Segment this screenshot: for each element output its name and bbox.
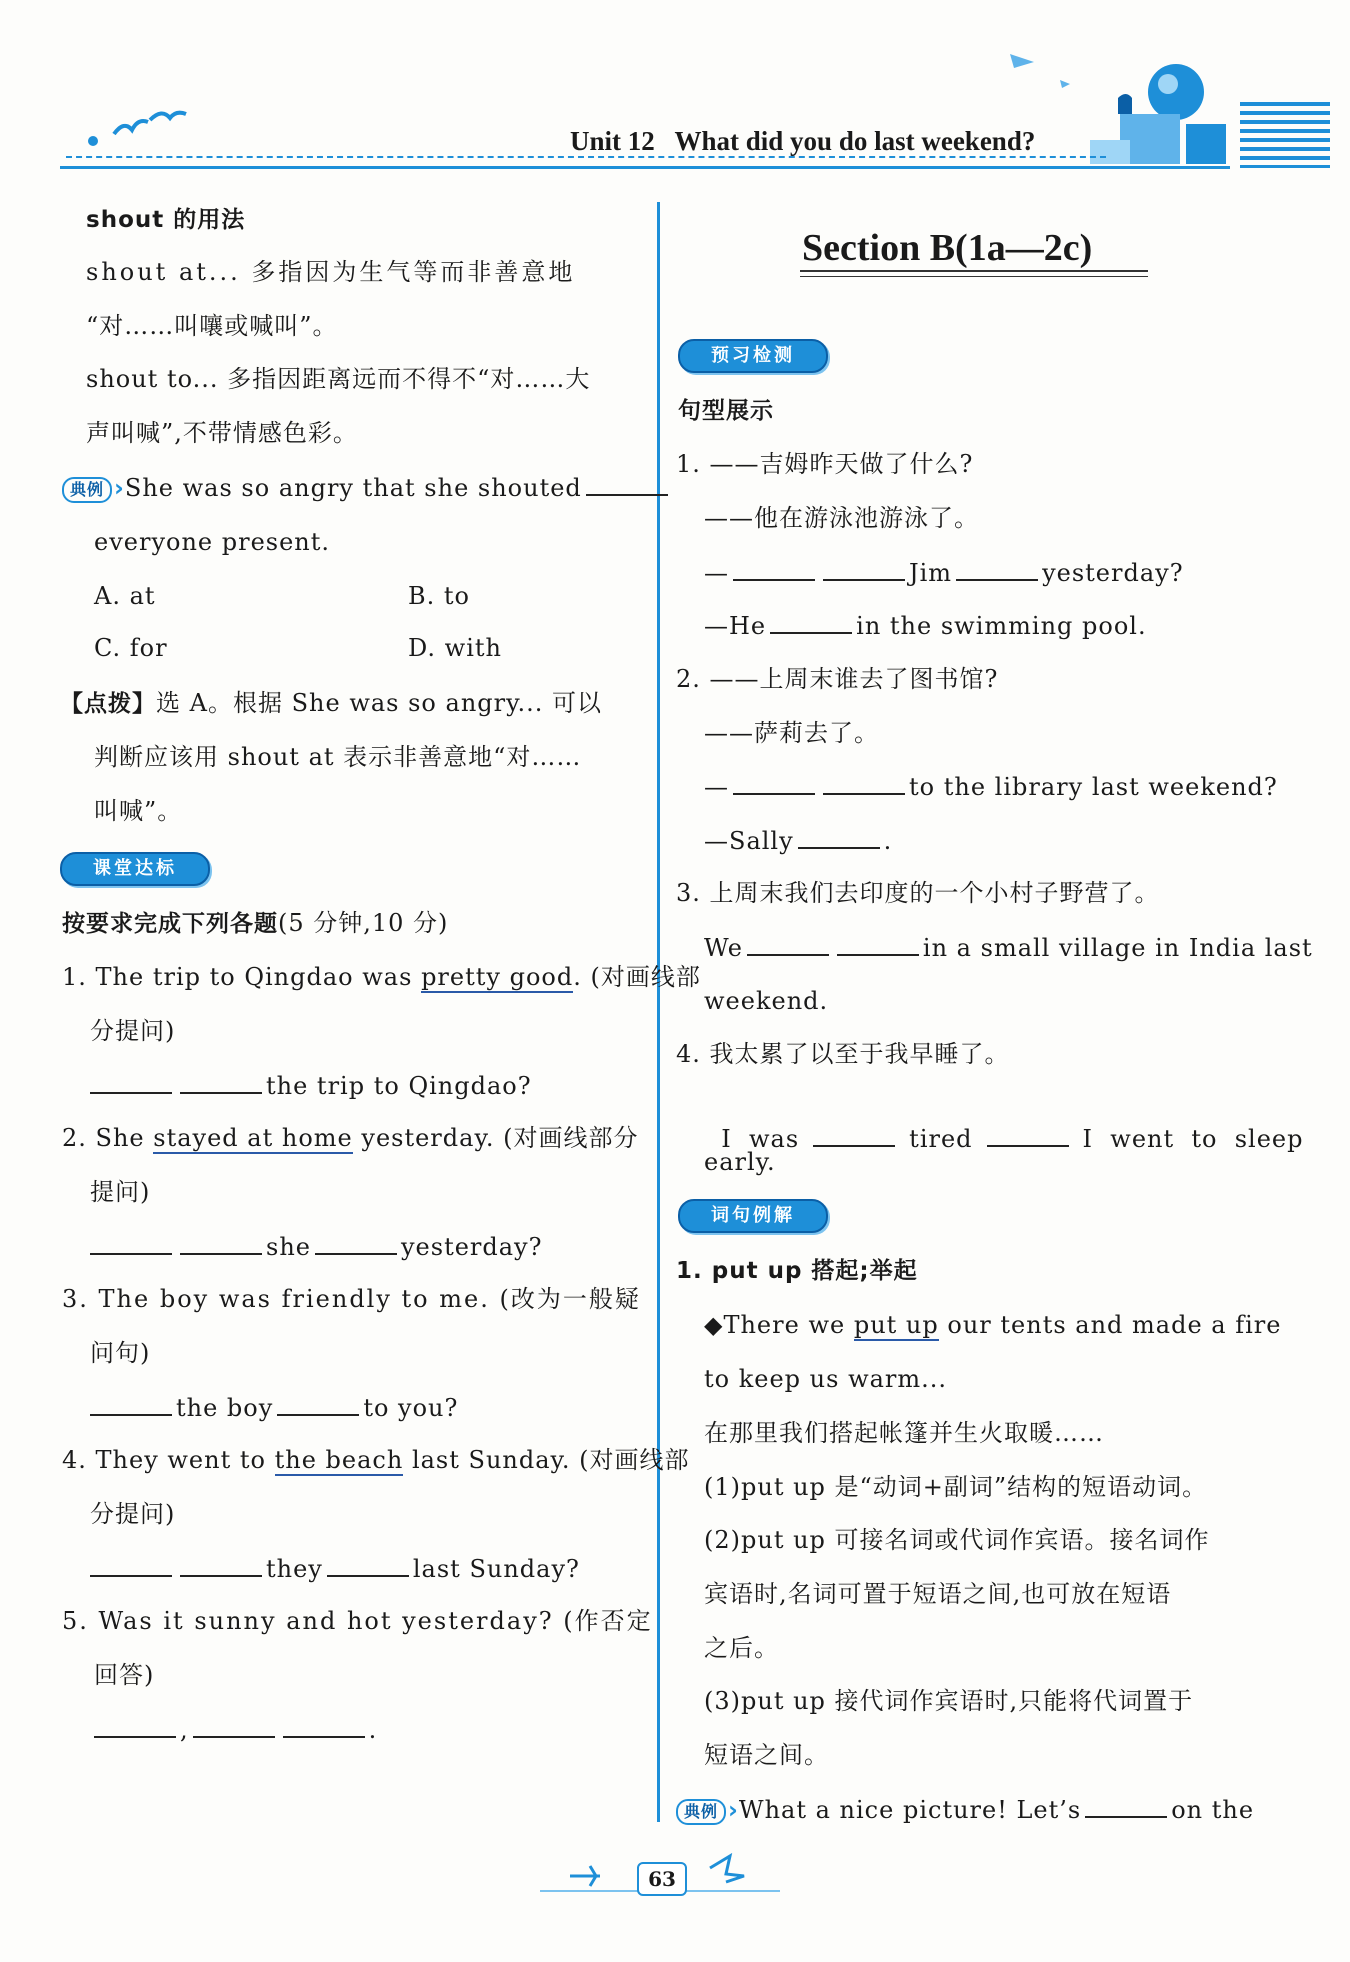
p1-text: There we <box>723 1311 854 1339</box>
s2-en2-start: —Sally <box>704 827 794 855</box>
task-time: (5 分钟,10 分) <box>278 909 449 937</box>
phrase-note-1: (1)put up 是“动词+副词”结构的短语动词。 <box>704 1473 1208 1501</box>
example-question: She was so angry that she shouted <box>124 474 582 502</box>
answer-blank[interactable] <box>1085 1794 1167 1818</box>
q4-line <box>62 1445 690 1475</box>
s4-question: 4. 我太累了以至于我早睡了。 <box>676 1040 1010 1068</box>
q4-underlined: the beach <box>274 1446 404 1474</box>
s3-question: 3. 上周末我们去印度的一个小村子野营了。 <box>676 879 1160 907</box>
answer-blank[interactable] <box>747 932 829 956</box>
p1-underlined: put up <box>853 1311 939 1339</box>
s4-en-2: early. <box>704 1148 776 1176</box>
answer-blank[interactable] <box>987 1123 1069 1147</box>
q2-text: 2. She <box>62 1124 154 1152</box>
answer-blank[interactable] <box>315 1231 397 1255</box>
s1-en-2 <box>704 610 1147 641</box>
answer-blank[interactable] <box>90 1392 172 1416</box>
phrase-title: 1. put up 搭起;举起 <box>676 1258 918 1284</box>
q3-answer-mid: the boy <box>176 1394 274 1422</box>
p1-text-end: our tents and made a fire <box>938 1311 1282 1339</box>
s3-en-end: in a small village in India last <box>922 934 1313 962</box>
answer-blank[interactable] <box>180 1070 262 1094</box>
usage-line-1: shout at... 多指因为生气等而非善意地 <box>86 258 576 286</box>
q4-note-2: 分提问) <box>90 1500 176 1528</box>
option-b: B. to <box>408 582 470 610</box>
s4-en-1 <box>704 1093 1304 1154</box>
phrase-translation: 在那里我们搭起帐篷并生火取暖…… <box>704 1419 1104 1447</box>
answer-blank[interactable] <box>180 1553 262 1577</box>
badge-words: 词句例解 <box>678 1199 828 1233</box>
right-example-end: on the <box>1171 1796 1255 1824</box>
page-number: 63 <box>637 1862 687 1896</box>
hint-line-3: 叫喊”。 <box>94 797 183 825</box>
phrase-note-2b: 宾语时,名词可置于短语之间,也可放在短语 <box>704 1580 1172 1608</box>
s1-en-end: yesterday? <box>1042 559 1184 587</box>
phrase-note-3a: (3)put up 接代词作宾语时,只能将代词置于 <box>704 1687 1194 1715</box>
hint-text: 选 A。根据 She was so angry... 可以 <box>156 689 602 717</box>
task-title-line <box>62 908 448 939</box>
answer-blank[interactable] <box>798 825 880 849</box>
page-header-title: Unit 12 What did you do last weekend? <box>570 126 1036 156</box>
s1-en-mid: Jim <box>909 559 953 587</box>
birds-icon <box>110 108 190 148</box>
s3-en-2: weekend. <box>704 987 829 1015</box>
header-dot <box>88 136 98 146</box>
usage-title: shout 的用法 <box>86 207 246 233</box>
q4-note: last Sunday. (对画线部 <box>403 1446 690 1474</box>
arrow-icon: › <box>114 474 125 502</box>
hint-line-1 <box>60 688 602 719</box>
usage-line-2: “对……叫嚷或喊叫”。 <box>86 312 338 340</box>
q3-answer-end: to you? <box>363 1394 459 1422</box>
diamond-icon: ◆ <box>704 1311 724 1339</box>
header-stripes <box>1240 102 1330 168</box>
section-underline-thin <box>800 276 1148 277</box>
q4-answer-end: last Sunday? <box>412 1555 580 1583</box>
q1-underlined: pretty good <box>421 963 574 991</box>
q1-text: 1. The trip to Qingdao was <box>62 963 422 991</box>
q2-note-2: 提问) <box>90 1178 151 1206</box>
answer-blank[interactable] <box>956 557 1038 581</box>
s4-en-end: I went to sleep <box>1082 1125 1304 1153</box>
s1-en-1 <box>704 557 1184 588</box>
q5-dot: . <box>368 1716 378 1744</box>
s1-answer-cn: ——他在游泳池游泳了。 <box>704 504 979 532</box>
q2-line <box>62 1123 638 1153</box>
q3-note-2: 问句) <box>90 1339 151 1367</box>
phrase-example-1 <box>704 1310 1281 1340</box>
hint-line-2: 判断应该用 shout at 表示非善意地“对…… <box>94 743 582 771</box>
s2-answer-cn: ——萨莉去了。 <box>704 719 879 747</box>
right-example-text: What a nice picture! Let’s <box>738 1796 1082 1824</box>
header-dashed-line <box>66 156 1106 158</box>
q2-underlined: stayed at home <box>153 1124 353 1152</box>
usage-line-4: 声叫喊”,不带情感色彩。 <box>86 419 358 447</box>
answer-blank[interactable] <box>90 1231 172 1255</box>
s2-question: 2. ——上周末谁去了图书馆? <box>676 665 999 693</box>
q1-answer-line <box>86 1070 532 1101</box>
s4-en-mid: tired <box>909 1125 973 1153</box>
example-line-1 <box>62 472 672 503</box>
s1-en2-start: —He <box>704 612 767 640</box>
answer-blank[interactable] <box>823 557 905 581</box>
dash: — <box>704 773 729 801</box>
example-line-2: everyone present. <box>94 528 331 556</box>
phrase-note-2c: 之后。 <box>704 1634 779 1662</box>
answer-blank[interactable] <box>837 932 919 956</box>
s3-en-start: We <box>704 934 743 962</box>
answer-blank[interactable] <box>327 1553 409 1577</box>
q4-text: 4. They went to <box>62 1446 275 1474</box>
phrase-note-3b: 短语之间。 <box>704 1741 829 1769</box>
task-title: 按要求完成下列各题 <box>62 911 278 937</box>
q2-note: yesterday. (对画线部分 <box>352 1124 639 1152</box>
answer-blank[interactable] <box>94 1714 176 1738</box>
option-d: D. with <box>408 634 502 662</box>
q2-answer-end: yesterday? <box>400 1233 543 1261</box>
q1-line <box>62 962 701 992</box>
s3-en-1 <box>704 932 1313 963</box>
usage-line-3: shout to... 多指因距离远而不得不“对……大 <box>86 365 591 393</box>
example-tag: 典例 <box>676 1799 726 1825</box>
answer-blank[interactable] <box>90 1070 172 1094</box>
answer-blank[interactable] <box>823 771 905 795</box>
q3-line: 3. The boy was friendly to me. (改为一般疑 <box>62 1285 641 1313</box>
column-divider <box>657 202 660 1822</box>
q4-answer-mid: they <box>266 1555 323 1583</box>
q4-answer-line <box>86 1553 580 1584</box>
s4-en-start: I was <box>721 1125 800 1153</box>
answer-blank[interactable] <box>90 1553 172 1577</box>
phrase-example-2: to keep us warm... <box>704 1365 948 1393</box>
q5-answer-line <box>90 1714 377 1745</box>
right-example-line <box>676 1794 1254 1825</box>
q5-comma: , <box>180 1716 189 1744</box>
s1-question: 1. ——吉姆昨天做了什么? <box>676 450 974 478</box>
q1-note-2: 分提问) <box>90 1017 176 1045</box>
option-a: A. at <box>94 582 156 610</box>
answer-blank[interactable] <box>733 557 815 581</box>
q1-note: . (对画线部 <box>573 963 701 991</box>
answer-blank[interactable] <box>283 1714 365 1738</box>
badge-classroom: 课堂达标 <box>60 852 210 886</box>
phrase-note-2a: (2)put up 可接名词或代词作宾语。接名词作 <box>704 1526 1210 1554</box>
s2-en-end: to the library last weekend? <box>909 773 1278 801</box>
globe-reader-icon <box>1000 50 1240 166</box>
s2-en-1 <box>704 771 1278 802</box>
q3-answer-line <box>86 1392 458 1423</box>
badge-preview: 预习检测 <box>678 339 828 373</box>
q2-answer-mid: she <box>266 1233 311 1261</box>
arrow-icon: › <box>728 1796 739 1824</box>
dash: — <box>704 559 729 587</box>
q2-answer-line <box>86 1231 542 1262</box>
answer-blank[interactable] <box>193 1714 275 1738</box>
example-tag: 典例 <box>62 477 112 503</box>
option-c: C. for <box>94 634 168 662</box>
hint-label: 【点拨】 <box>60 691 156 717</box>
q5-note-2: 回答) <box>94 1661 155 1689</box>
q5-line: 5. Was it sunny and hot yesterday? (作否定 <box>62 1607 653 1635</box>
answer-blank[interactable] <box>813 1123 895 1147</box>
section-underline <box>800 270 1148 272</box>
s2-en-2 <box>704 825 892 856</box>
subsection-title: 句型展示 <box>678 398 774 424</box>
answer-blank[interactable] <box>770 610 852 634</box>
answer-blank[interactable] <box>277 1392 359 1416</box>
s2-en2-end: . <box>883 827 893 855</box>
q1-answer-text: the trip to Qingdao? <box>266 1072 532 1100</box>
s1-en2-end: in the swimming pool. <box>856 612 1147 640</box>
header-rule <box>60 166 1230 169</box>
answer-blank[interactable] <box>180 1231 262 1255</box>
answer-blank[interactable] <box>586 472 668 496</box>
answer-blank[interactable] <box>733 771 815 795</box>
section-title: Section B(1a—2c) <box>802 227 1093 269</box>
